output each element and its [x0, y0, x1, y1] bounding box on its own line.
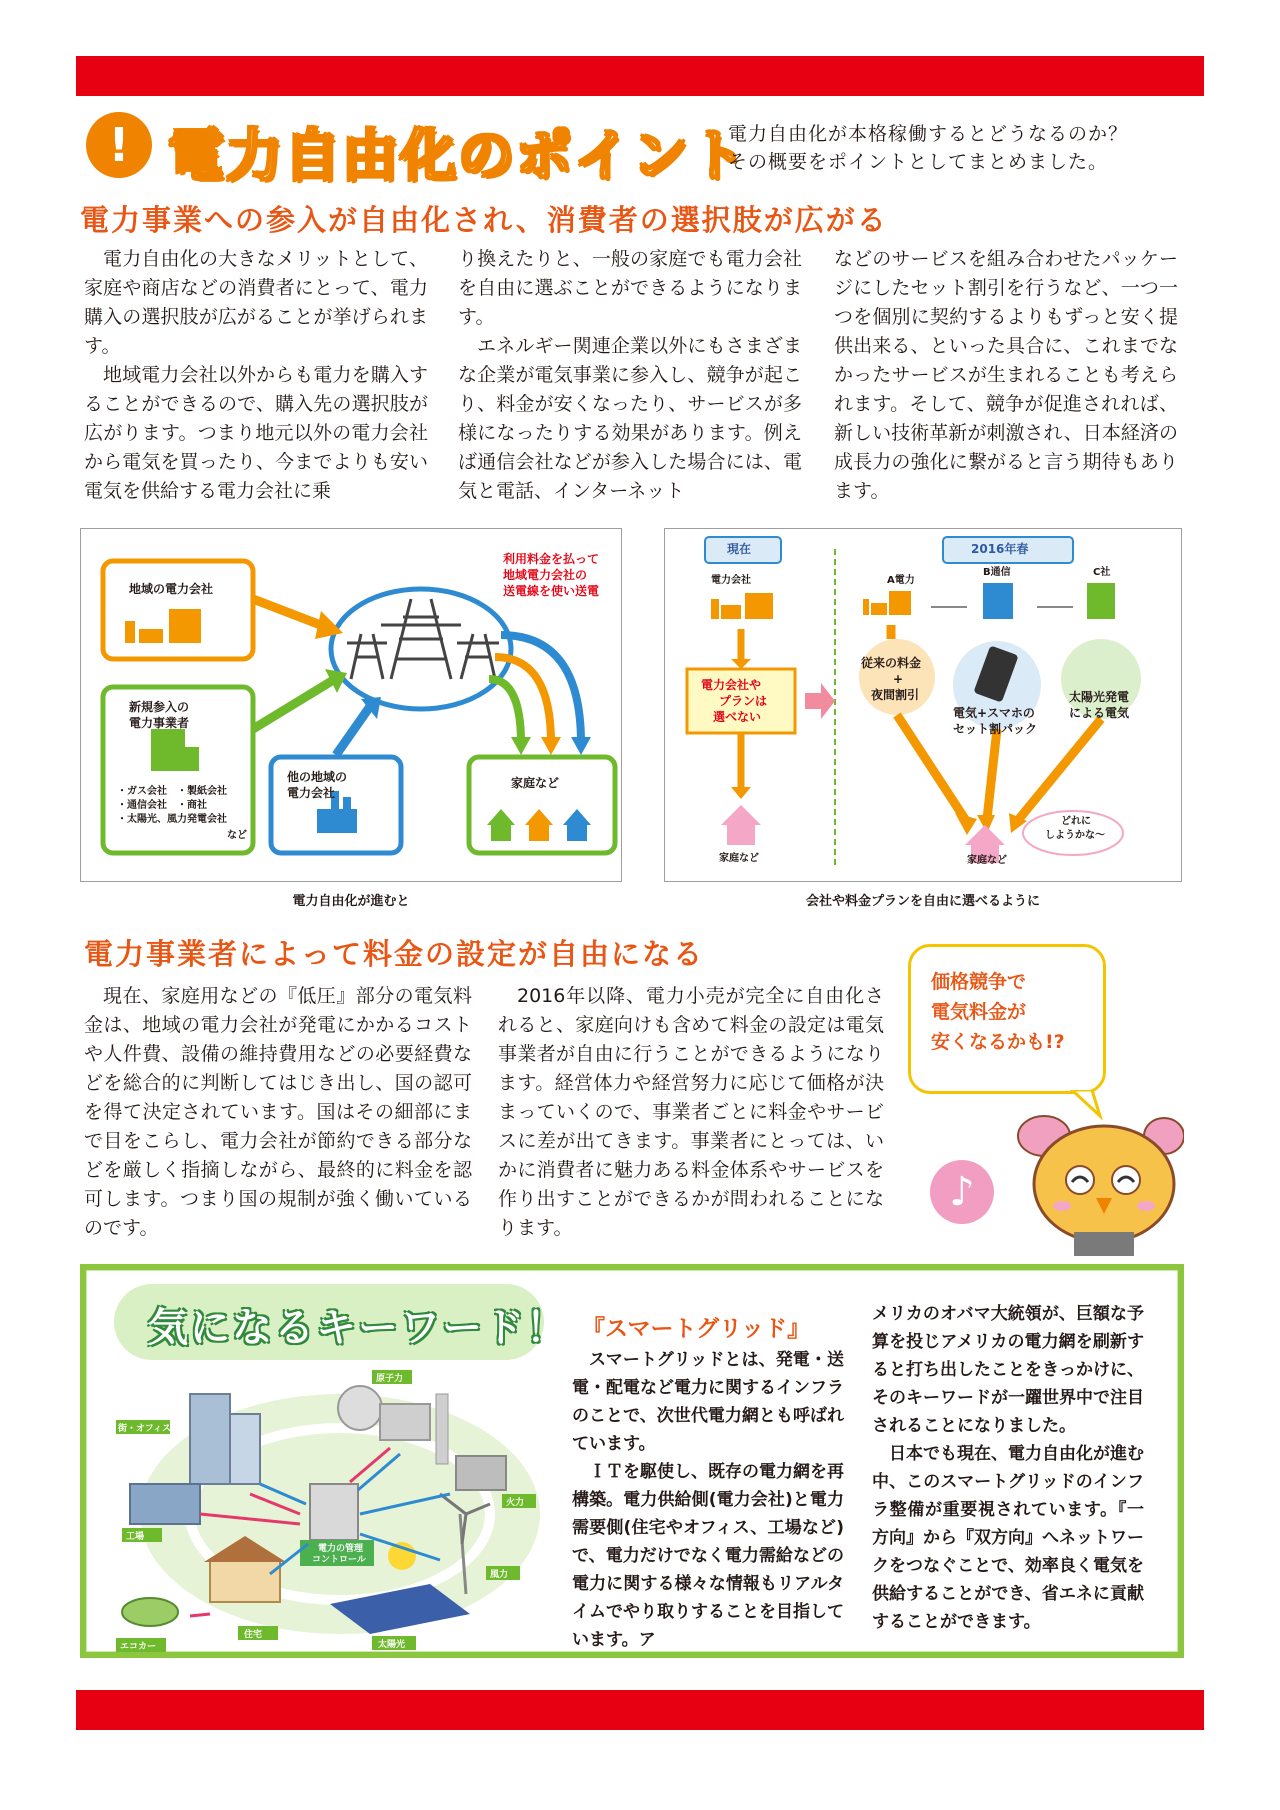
- grid-label-nuclear: 原子力: [376, 1374, 404, 1384]
- bottom-red-bar: [76, 1690, 1204, 1730]
- speech-bubble: [908, 944, 1106, 1094]
- grid-label-office: 街・オフィス: [118, 1424, 172, 1434]
- keyword-col1-paragraph-2: ＩＴを駆使し、既存の電力網を再構築。電力供給側(電力会社)と電力需要側(住宅やオフィス、工場など)で、電力だけでなく電力需給などの電力に関する様々な情報もリアルタイムでやり取りすることを目指しています。ア: [572, 1462, 844, 1650]
- section2-heading: 電力事業者によって料金の設定が自由になる: [84, 937, 705, 971]
- label-new-entrant-1: 新規参入の: [129, 700, 190, 714]
- tab-2016-spring: 2016年春: [971, 542, 1029, 556]
- circle-c-line-2: による電気: [1069, 706, 1130, 720]
- keyword-col2-paragraph-1: メリカのオバマ大統領が、巨額な予算を投じアメリカの電力網を刷新すると打ち出したことをきっかけに、そのキーワードが一躍世界中で注目されることになりました。: [872, 1304, 1144, 1436]
- bubble-line-1: 価格競争で: [931, 971, 1027, 993]
- grid-center-label-2: コントロール: [312, 1555, 366, 1565]
- smart-grid-illustration: [110, 1364, 556, 1664]
- page-lead: [728, 120, 1128, 176]
- grid-label-thermal: 火力: [506, 1498, 525, 1508]
- circle-c-line-1: 太陽光発電: [1069, 690, 1130, 704]
- note-line-3: 送電線を使い送電: [503, 584, 600, 598]
- keyword-col1-paragraph-1: スマートグリッドとは、発電・送電・配電など電力に関するインフラのことで、次世代電力網とも呼ばれています。: [572, 1350, 844, 1454]
- label-new-entrant-list-4: など: [227, 830, 247, 841]
- diagram-choice-caption: 会社や料金プランを自由に選べるように: [805, 894, 1040, 909]
- diagram-liberalization: [80, 528, 622, 882]
- section1-col2-paragraph-2: エネルギー関連企業以外にもさまざまな企業が電気事業に参入し、競争が起こり、料金が安くなったり、サービスが多様になったりする効果があります。例えば通信会社などが参入した場合には、電気と電話、インターネット: [458, 335, 802, 502]
- grid-label-factory: 工場: [126, 1532, 145, 1542]
- label-new-entrant-2: 電力事業者: [129, 716, 190, 730]
- diagram-choice: [664, 528, 1182, 882]
- label-now-company: 電力会社: [711, 575, 751, 586]
- label-new-entrant-list-1: ・ガス会社 ・製紙会社: [117, 786, 227, 797]
- label-a-power: A電力: [887, 575, 915, 586]
- section2-column-2: [498, 982, 884, 1243]
- note-line-2: 地域電力会社の: [503, 568, 588, 582]
- top-red-bar: [76, 56, 1204, 96]
- section1-heading: 電力事業への参入が自由化され、消費者の選択肢が広がる: [80, 203, 888, 237]
- bubble-line-2: 電気料金が: [931, 1001, 1027, 1023]
- lead-line-2: その概要をポイントとしてまとめました。: [728, 151, 1109, 173]
- now-box-line-1: 電力会社や: [701, 678, 762, 692]
- section1-col1-paragraph-1: 電力自由化の大きなメリットとして、家庭や商店などの消費者にとって、電力購入の選択肢が広がることが挙げられます。: [84, 248, 428, 357]
- circle-b-line-1: 電気+スマホの: [953, 706, 1035, 720]
- bubble-line-3: 安くなるかも!?: [931, 1031, 1065, 1053]
- keyword-column-1: [572, 1346, 844, 1654]
- keyword-col2-paragraph-2: 日本でも現在、電力自由化が進む中、このスマートグリッドのインフラ整備が重要視されています。『一方向』から『双方向』へネットワークをつなぐことで、効率良く電気を供給することができ、省エネに貢献することができます。: [872, 1444, 1144, 1632]
- section1-column-2: [458, 245, 802, 506]
- music-note-icon: [930, 1160, 994, 1224]
- keyword-title: 気になるキーワード！: [148, 1305, 568, 1351]
- label-c-company: C社: [1093, 567, 1111, 578]
- label-now-home: 家庭など: [719, 853, 759, 864]
- smart-grid-title: 『スマートグリッド』: [582, 1316, 811, 1342]
- music-note-glyph: ♪: [949, 1169, 975, 1215]
- section2-col2-paragraph: 2016年以降、電力小売が完全に自由化されると、家庭向けも含めて料金の設定は電気事業者が自由に行うことができるようになります。経営体力や経営努力に応じて価格が決まっていくので、事業者ごとに料金やサービスに差が出てきます。事業者にとっては、いかに消費者に魅力ある料金体系やサービスを作り出すことができるかが問われることになります。: [498, 985, 884, 1239]
- section1-col1-paragraph-2: 地域電力会社以外からも電力を購入することができるので、購入先の選択肢が広がります。つまり地元以外の電力会社から電気を買ったり、今までよりも安い電気を供給する電力会社に乗: [84, 364, 428, 502]
- section2-col1-paragraph: 現在、家庭用などの『低圧』部分の電気料金は、地域の電力会社が発電にかかるコストや人件費、設備の維持費用などの必要経費などを総合的に判断してはじき出し、国の認可を得て決定されています。国はその細部にまで目をこらし、電力会社が節約できる部分などを厳しく指摘しながら、最終的に料金を認可します。つまり国の規制が強く働いているのです。: [84, 985, 472, 1239]
- grid-label-house: 住宅: [244, 1630, 263, 1640]
- section1-col2-paragraph-1: り換えたりと、一般の家庭でも電力会社を自由に選ぶことができるようになります。: [458, 248, 802, 328]
- label-regional-company: 地域の電力会社: [129, 582, 214, 596]
- section1-col3-paragraph-1: などのサービスを組み合わせたパッケージにしたセット割引を行うなど、一つ一つを個別に契約するよりもずっと安く提供出来る、といった具合に、これまでなかったサービスが生まれることも考えられます。そして、競争が促進されれば、新しい技術革新が刺激され、日本経済の成長力の強化に繋がると言う期待もあります。: [834, 248, 1178, 502]
- section2-column-1: [84, 982, 472, 1243]
- section1-column-3: [834, 245, 1178, 506]
- tab-now: 現在: [727, 542, 752, 556]
- section1-column-1: [84, 245, 428, 506]
- circle-a-line-3: 夜間割引: [871, 688, 920, 702]
- grid-label-wind: 風力: [490, 1570, 509, 1580]
- keyword-column-2: [872, 1300, 1144, 1636]
- speech-line-2: しようかな〜: [1045, 830, 1105, 841]
- label-other-company-2: 電力会社: [287, 786, 336, 800]
- page-title: 電力自由化のポイント: [168, 124, 748, 189]
- now-box-line-3: 選べない: [713, 710, 762, 724]
- grid-label-ecocar: エコカー: [120, 1642, 157, 1652]
- circle-a-line-2: +: [893, 672, 904, 686]
- exclamation-icon: !: [86, 112, 152, 178]
- circle-a-line-1: 従来の料金: [861, 656, 922, 670]
- mascot-character: [1014, 1106, 1184, 1256]
- speech-line-1: どれに: [1061, 816, 1091, 827]
- label-new-entrant-list-3: ・太陽光、風力発電会社: [117, 814, 227, 825]
- label-future-home: 家庭など: [967, 855, 1007, 866]
- note-line-1: 利用料金を払って: [503, 552, 600, 566]
- now-box-line-2: プランは: [719, 694, 768, 708]
- lead-line-1: 電力自由化が本格稼働するとどうなるのか？: [728, 123, 1129, 145]
- grid-label-solar: 太陽光: [378, 1640, 406, 1650]
- label-home: 家庭など: [511, 776, 560, 790]
- label-new-entrant-list-2: ・通信会社 ・商社: [117, 800, 207, 811]
- label-b-telecom: B通信: [983, 567, 1011, 578]
- grid-center-label-1: 電力の管理: [318, 1544, 364, 1554]
- diagram-liberalization-caption: 電力自由化が進むと: [292, 894, 410, 909]
- label-other-company-1: 他の地域の: [287, 770, 348, 784]
- circle-b-line-2: セット割パック: [953, 722, 1038, 736]
